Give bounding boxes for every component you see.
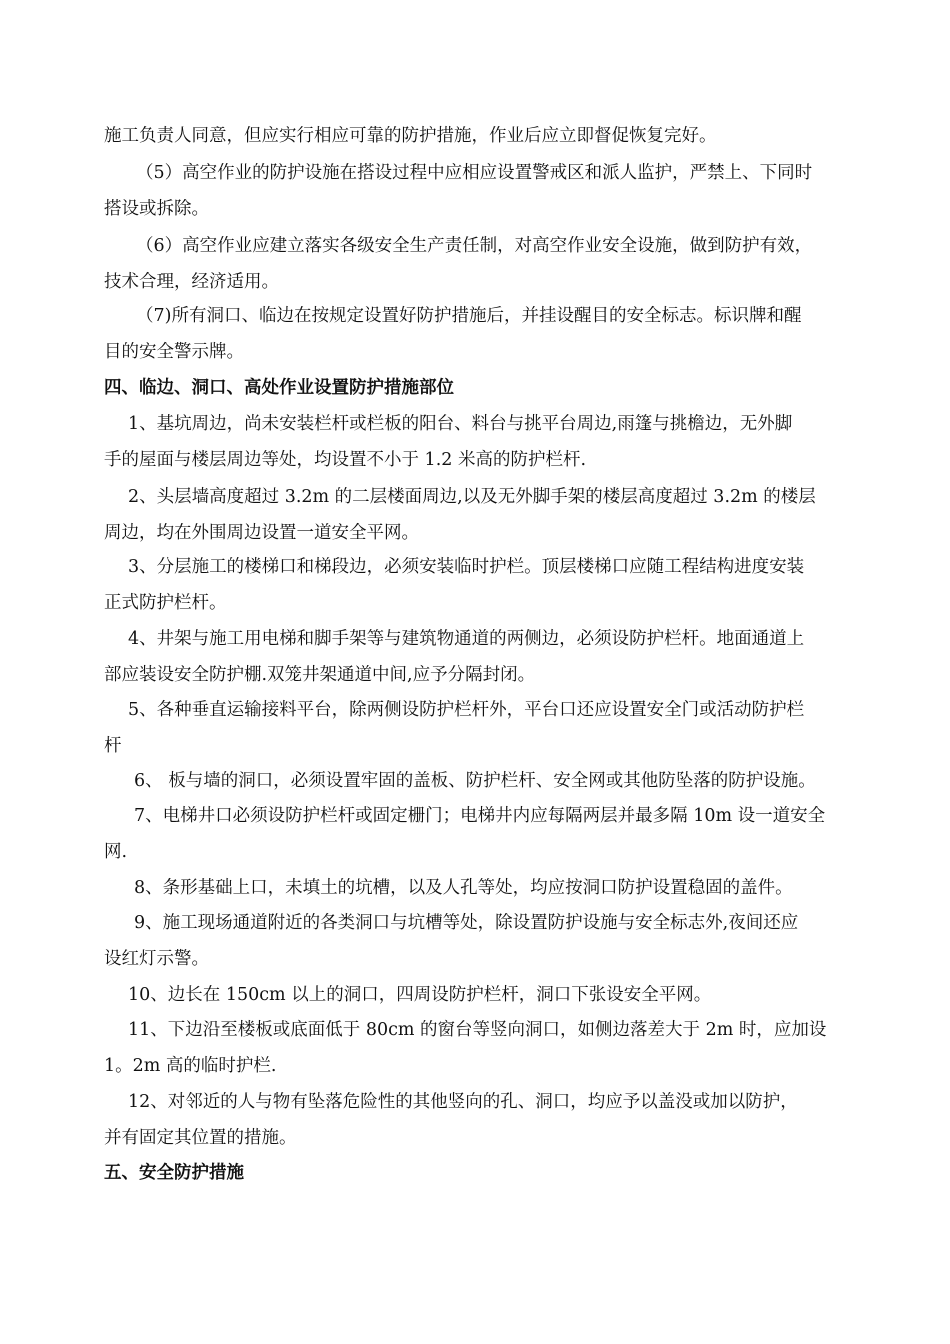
item-line: 杆 [104, 736, 122, 756]
item-line: 9、施工现场通道附近的各类洞口与坑槽等处，除设置防护设施与安全标志外,夜间还应 [134, 913, 799, 933]
item-line: 7、电梯井口必须设防护栏杆或固定栅门；电梯井内应每隔两层并最多隔 10m 设一道安全 [134, 806, 826, 826]
item-line: 3、分层施工的楼梯口和梯段边，必须安装临时护栏。顶层楼梯口应随工程结构进度安装 [128, 557, 805, 577]
item-line: 部应装设安全防护棚.双笼井架通道中间,应予分隔封闭。 [104, 665, 536, 685]
item-line: 2、头层墙高度超过 3.2m 的二层楼面周边,以及无外脚手架的楼层高度超过 3.2m 的楼层 [128, 487, 816, 507]
section-4-item-8 [104, 870, 868, 906]
item-line: 10、边长在 150cm 以上的洞口，四周设防护栏杆，洞口下张设安全平网。 [128, 985, 712, 1005]
item-line: 周边，均在外围周边设置一道安全平网。 [104, 523, 419, 543]
item-line: 1、基坑周边，尚未安装栏杆或栏板的阳台、料台与挑平台周边,雨篷与挑檐边，无外脚 [128, 414, 793, 434]
paragraph-line: （6）高空作业应建立落实各级安全生产责任制，对高空作业安全设施，做到防护有效， [136, 236, 813, 256]
paragraph-line: 施工负责人同意，但应实行相应可靠的防护措施，作业后应立即督促恢复完好。 [104, 126, 717, 146]
item-line: 5、各种垂直运输接料平台，除两侧设防护栏杆外，平台口还应设置安全门或活动防护栏 [128, 700, 805, 720]
section-4-item-10 [104, 977, 868, 1013]
section-4-item-2 [104, 479, 868, 551]
section-4-item-4 [104, 621, 868, 693]
heading-text: 四、临边、洞口、高处作业设置防护措施部位 [104, 378, 454, 398]
section-4-item-3 [104, 549, 868, 621]
paragraph-line: 搭设或拆除。 [104, 199, 209, 219]
paragraph-line: 目的安全警示牌。 [104, 342, 244, 362]
item-line: 并有固定其位置的措施。 [104, 1128, 297, 1148]
item-line: 网. [104, 842, 128, 862]
item-line: 11、下边沿至楼板或底面低于 80cm 的窗台等竖向洞口，如侧边落差大于 2m 时，应加设 [128, 1020, 827, 1040]
section-5-heading [104, 1155, 868, 1191]
item-line: 4、井架与施工用电梯和脚手架等与建筑物通道的两侧边，必须设防护栏杆。地面通道上 [128, 629, 805, 649]
item-line: 正式防护栏杆。 [104, 593, 227, 613]
section-4-item-6 [104, 763, 868, 799]
item-line: 1。2m 高的临时护栏. [104, 1056, 277, 1076]
paragraph-item-5 [104, 155, 868, 227]
section-4-item-5 [104, 692, 868, 764]
paragraph-continuation [104, 118, 868, 154]
item-line: 设红灯示警。 [104, 949, 209, 969]
paragraph-item-7 [104, 298, 868, 370]
section-4-item-9 [104, 905, 868, 977]
item-line: 6、 板与墙的洞口，必须设置牢固的盖板、防护栏杆、安全网或其他防坠落的防护设施。 [134, 771, 816, 791]
section-4-heading [104, 370, 868, 406]
paragraph-line: 技术合理，经济适用。 [104, 272, 279, 292]
item-line: 12、对邻近的人与物有坠落危险性的其他竖向的孔、洞口，均应予以盖没或加以防护， [128, 1092, 798, 1112]
paragraph-line: （7)所有洞口、临边在按规定设置好防护措施后，并挂设醒目的安全标志。标识牌和醒 [136, 306, 802, 326]
item-line: 8、条形基础上口，未填土的坑槽，以及人孔等处，均应按洞口防护设置稳固的盖件。 [134, 878, 793, 898]
section-4-item-7 [104, 798, 868, 870]
heading-text: 五、安全防护措施 [104, 1163, 244, 1183]
item-line: 手的屋面与楼层周边等处，均设置不小于 1.2 米高的防护栏杆. [104, 450, 587, 470]
paragraph-item-6 [104, 228, 868, 300]
paragraph-line: （5）高空作业的防护设施在搭设过程中应相应设置警戒区和派人监护，严禁上、下同时 [136, 163, 813, 183]
section-4-item-1 [104, 406, 868, 478]
section-4-item-12 [104, 1084, 868, 1156]
section-4-item-11 [104, 1012, 868, 1084]
